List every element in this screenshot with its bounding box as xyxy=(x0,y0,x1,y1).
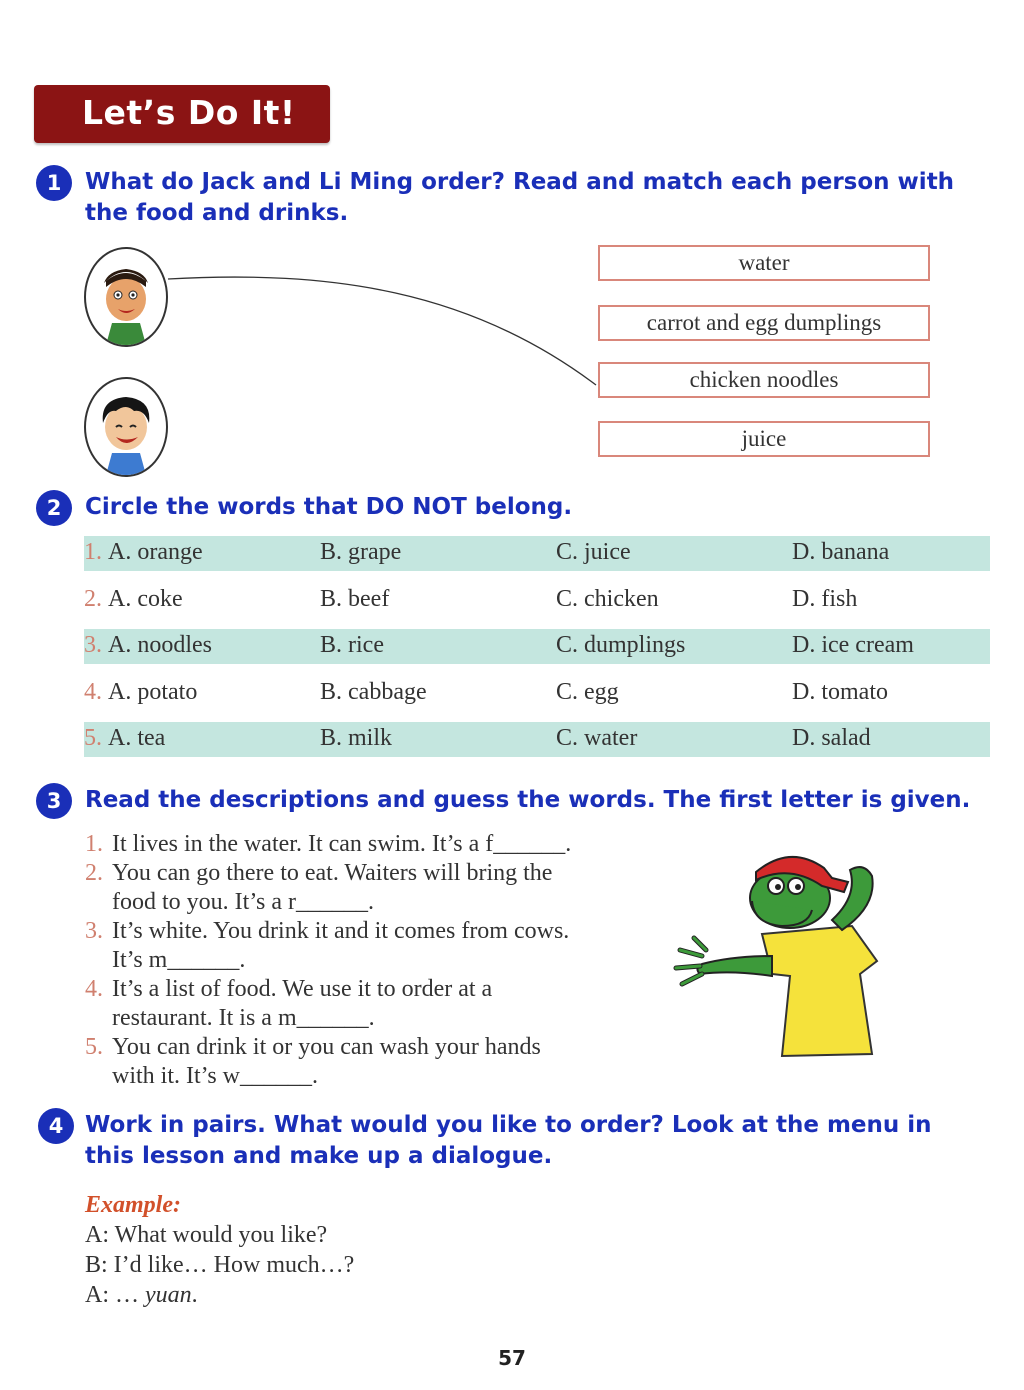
example-label: Example: xyxy=(85,1192,181,1218)
choice-d[interactable]: D. fish xyxy=(792,586,858,612)
description-continuation: food to you. It’s a r______. xyxy=(112,889,374,915)
row-number: 3. xyxy=(84,632,102,658)
section-4-instruction xyxy=(85,1110,932,1172)
choice-b[interactable]: B. cabbage xyxy=(320,679,427,705)
description-continuation: restaurant. It is a m______. xyxy=(112,1005,375,1031)
dialogue-line: B: I’d like… How much…? xyxy=(85,1252,355,1278)
choice-row xyxy=(84,722,990,757)
choice-b[interactable]: B. grape xyxy=(320,539,402,565)
section-1-number: 1 xyxy=(36,165,72,201)
choice-a[interactable]: A. orange xyxy=(108,539,203,565)
food-box-chicken-noodles[interactable]: chicken noodles xyxy=(598,362,930,398)
section-2-instruction: Circle the words that DO NOT belong. xyxy=(85,494,573,520)
instruction-line: Work in pairs. What would you like to order? Look at the menu in xyxy=(85,1112,932,1138)
food-box-water[interactable]: water xyxy=(598,245,930,281)
choice-c[interactable]: C. dumplings xyxy=(556,632,686,658)
choice-b[interactable]: B. milk xyxy=(320,725,393,751)
choice-b[interactable]: B. beef xyxy=(320,586,390,612)
jack-avatar xyxy=(84,247,168,347)
description-item: 1. It lives in the water. It can swim. It’s a f______. xyxy=(85,831,572,857)
description-item: 2. You can go there to eat. Waiters will bring the xyxy=(85,860,553,886)
description-continuation: with it. It’s w______. xyxy=(112,1063,319,1089)
choice-d[interactable]: D. tomato xyxy=(792,679,888,705)
li-ming-avatar xyxy=(84,377,168,477)
food-box-carrot-and-egg-dumplings[interactable]: carrot and egg dumplings xyxy=(598,305,930,341)
description-item: 4. It’s a list of food. We use it to order at a xyxy=(85,976,493,1002)
choice-c[interactable]: C. juice xyxy=(556,539,631,565)
instruction-line: What do Jack and Li Ming order? Read and match each person with xyxy=(85,169,955,195)
banner-title: Let’s Do It! xyxy=(82,93,296,132)
choice-row xyxy=(84,583,990,618)
row-number: 2. xyxy=(84,586,102,612)
section-3-instruction: Read the descriptions and guess the words. The first letter is given. xyxy=(85,787,971,813)
instruction-line: this lesson and make up a dialogue. xyxy=(85,1143,553,1169)
choice-row xyxy=(84,629,990,664)
dialogue-line: A: … yuan. xyxy=(85,1282,198,1308)
choice-c[interactable]: C. water xyxy=(556,725,638,751)
boy-face-icon xyxy=(86,379,166,475)
description-item: 5. You can drink it or you can wash your hands xyxy=(85,1034,541,1060)
description-continuation: It’s m______. xyxy=(112,947,246,973)
row-number: 5. xyxy=(84,725,102,751)
choice-row xyxy=(84,536,990,571)
choice-row xyxy=(84,676,990,711)
section-3-number: 3 xyxy=(36,783,72,819)
choice-d[interactable]: D. salad xyxy=(792,725,871,751)
choice-a[interactable]: A. tea xyxy=(108,725,166,751)
food-box-juice[interactable]: juice xyxy=(598,421,930,457)
description-list xyxy=(85,830,571,1091)
dinosaur-illustration xyxy=(672,846,904,1058)
choice-a[interactable]: A. noodles xyxy=(108,632,212,658)
boy-face-icon xyxy=(86,249,166,345)
choice-a[interactable]: A. potato xyxy=(108,679,198,705)
choice-d[interactable]: D. banana xyxy=(792,539,890,565)
row-number: 1. xyxy=(84,539,102,565)
page-number: 57 xyxy=(498,1346,526,1370)
example-dialogue xyxy=(85,1190,354,1310)
row-number: 4. xyxy=(84,679,102,705)
choice-a[interactable]: A. coke xyxy=(108,586,183,612)
choice-b[interactable]: B. rice xyxy=(320,632,384,658)
instruction-line: the food and drinks. xyxy=(85,200,349,226)
choice-d[interactable]: D. ice cream xyxy=(792,632,914,658)
choice-c[interactable]: C. egg xyxy=(556,679,619,705)
description-item: 3. It’s white. You drink it and it comes from cows. xyxy=(85,918,570,944)
section-2-number: 2 xyxy=(36,490,72,526)
section-4-number: 4 xyxy=(38,1108,74,1144)
choice-c[interactable]: C. chicken xyxy=(556,586,659,612)
dialogue-line: A: What would you like? xyxy=(85,1222,328,1248)
